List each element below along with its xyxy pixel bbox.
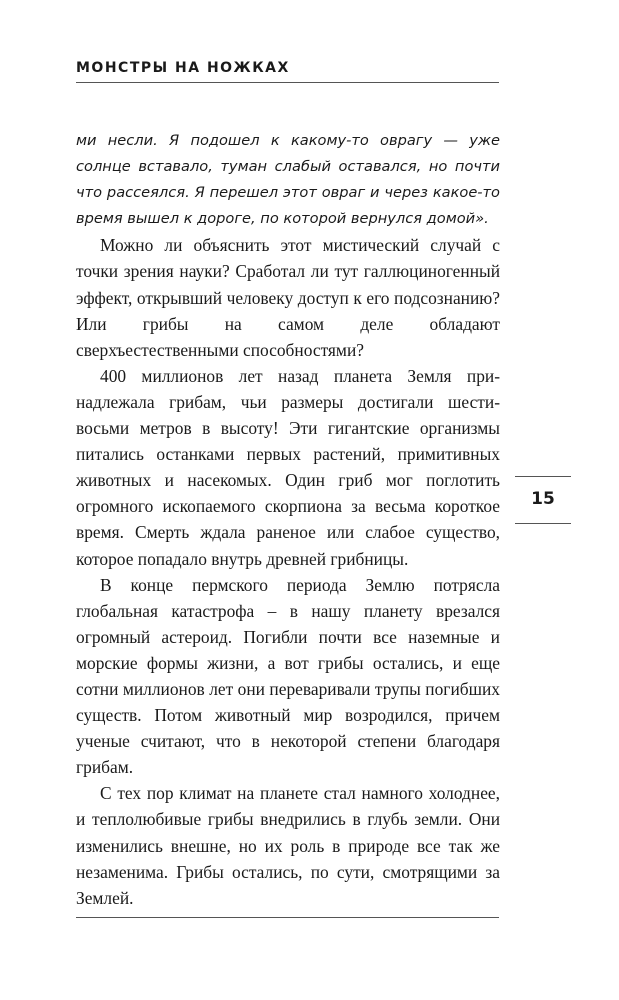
paragraph-3: В конце пермского периода Землю потрясла глобальная катастрофа – в нашу планету врезался огромный астероид. Погибли почти все наземные и морские формы жизни, а вот грибы остались, и еще сотни миллионов лет они переваривали трупы погибших существ. Потом животный мир возродился, причем ученые считают, что в некоторой степени благодаря грибам. [76,574,500,778]
paragraph-1: Можно ли объяснить этот мистический случай с точки зрения науки? Сработал ли тут галлюциногенный эффект, открывший человеку доступ к его подсознанию? Или грибы на самом деле обладают сверхъестественными способностями? [76,235,500,360]
paragraph-4: С тех пор климат на планете стал намного холоднее, и теплолюбивые грибы внедрились в глубь земли. Они изменились внешне, но их роль в природе все так же незаменима. Грибы остались, по сути, смотрящими за Землей. [76,783,500,908]
header-rule [76,82,499,83]
page-number: 15 [531,489,555,509]
page-number-box [515,476,571,524]
page-number-rule-top [515,476,571,477]
body-text [76,128,500,911]
running-head: МОНСТРЫ НА НОЖКАХ [76,60,290,76]
footer-rule [76,917,499,918]
quote-paragraph: ми несли. Я подошел к какому-то оврагу — уже солнце вставало, туман слабый оставался, но почти что рассеялся. Я перешел этот овраг и через какое-то время вышел к дороге, по которой вернулся домой». [76,132,500,228]
page-number-rule-bottom [515,523,571,524]
paragraph-2: 400 миллионов лет назад планета Земля принадлежала грибам, чьи размеры достигали шести-восьми метров в высоту! Эти гигантские организмы питались останками первых растений, примитивных животных и насекомых. Один гриб мог поглотить огромного ископаемого скорпиона за весьма короткое время. Смерть ждала раненое или слабое существо, которое попадало внутрь древней грибницы. [76,365,500,569]
